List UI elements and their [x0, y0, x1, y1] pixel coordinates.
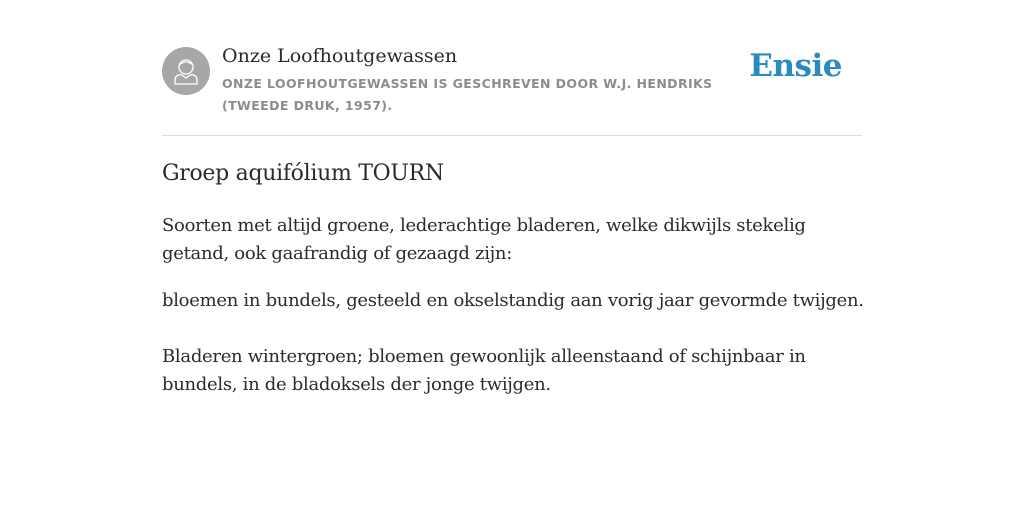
brand-logo[interactable]: Ensie — [749, 48, 842, 84]
article-heading: Groep aquifólium TOURN — [162, 161, 444, 186]
source-header — [162, 44, 862, 136]
article-paragraph: bloemen in bundels, gesteeld en okselstandig aan vorig jaar gevormde twijgen. — [162, 290, 864, 311]
source-title[interactable]: Onze Loofhoutgewassen — [222, 45, 458, 67]
source-description: ONZE LOOFHOUTGEWASSEN IS GESCHREVEN DOOR W.J. HENDRIKS (TWEEDE DRUK, 1957). — [222, 76, 713, 113]
article-paragraph: Soorten met altijd groene, lederachtige bladeren, welke dikwijls stekelig getand, ook gaafrandig of gezaagd zijn: — [162, 215, 806, 264]
user-avatar-icon — [162, 47, 210, 95]
article-content — [162, 158, 872, 399]
article-paragraph: Bladeren wintergroen; bloemen gewoonlijk alleenstaand of schijnbaar in bundels, in de bladoksels der jonge twijgen. — [162, 346, 806, 395]
